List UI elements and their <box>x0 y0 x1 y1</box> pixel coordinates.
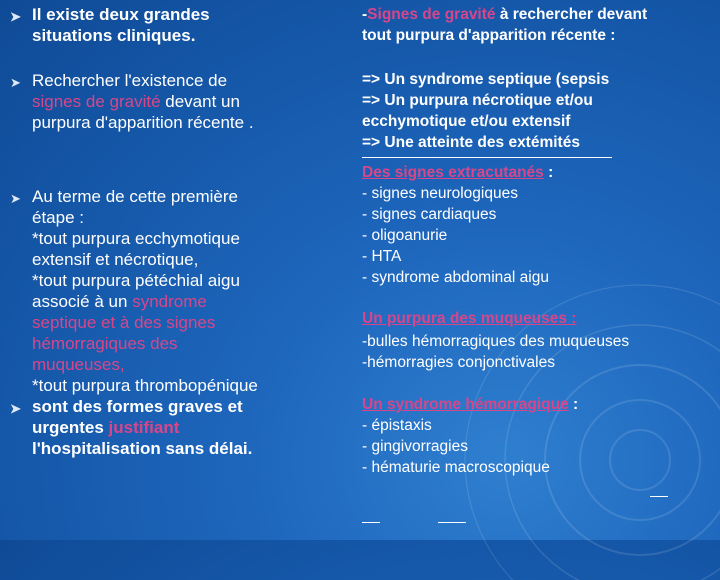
bullet-3-line7: septique et à des signes <box>32 313 216 332</box>
right-heading-line1 <box>362 4 712 25</box>
list-item: -bulles hémorragiques des muqueuses <box>362 333 630 350</box>
list-item: -hémorragies conjonctivales <box>362 354 555 371</box>
bullet-2-line1: Rechercher l'existence de <box>32 71 228 90</box>
section-title: Un purpura des muqueuses : <box>362 310 577 327</box>
bullet-3-line8: hémorragiques des <box>32 334 178 353</box>
bullet-1-line1: Il existe deux grandes <box>32 5 210 24</box>
bullet-1-line2: situations cliniques. <box>32 26 196 45</box>
bullet-2-line3: purpura d'apparition récente . <box>32 113 254 132</box>
gravity-item-text: Un purpura nécrotique et/ou <box>380 92 593 109</box>
bullet-2-line2 <box>32 91 340 112</box>
bullet-3-line5: *tout purpura pétéchial aigu <box>32 271 240 290</box>
arrow-bullet-icon: ➤ <box>10 401 21 416</box>
gravity-list <box>362 69 712 153</box>
bullet-4-line2-a: urgentes <box>32 418 109 437</box>
bullet-3-line9: muqueuses, <box>32 355 125 374</box>
dash-mark <box>650 496 668 497</box>
section-title-line <box>362 394 712 415</box>
section-colon: : <box>568 396 579 413</box>
bullet-4-line2-red: justifiant <box>108 418 180 437</box>
heading-rest: à rechercher devant <box>495 6 648 23</box>
list-item: - oligoanurie <box>362 227 448 244</box>
arrow-bullet-icon: ➤ <box>10 75 21 90</box>
bullet-4-line1: sont des formes graves et <box>32 397 243 416</box>
heading-red: Signes de gravité <box>367 6 496 23</box>
bullet-3-line1: Au terme de cette première <box>32 187 238 206</box>
list-item: - syndrome abdominal aigu <box>362 269 549 286</box>
dash-mark <box>438 522 466 523</box>
bullet-3-line6 <box>32 291 340 312</box>
right-heading-line2: tout purpura d'apparition récente : <box>362 27 616 44</box>
gravity-item-4 <box>362 132 712 153</box>
arrow-text: => <box>362 134 381 151</box>
right-column <box>362 4 712 478</box>
bullet-4 <box>10 396 340 459</box>
section-title-line <box>362 162 712 183</box>
section-colon: : <box>543 164 554 181</box>
list-item: - épistaxis <box>362 417 432 434</box>
bullet-3-line10: *tout purpura thrombopénique <box>32 376 258 395</box>
list-item: - signes cardiaques <box>362 206 497 223</box>
list-item: - gingivorragies <box>362 438 468 455</box>
bullet-3-line4: extensif et nécrotique, <box>32 250 199 269</box>
bullet-3-line2: étape : <box>32 208 84 227</box>
left-column <box>10 4 340 459</box>
section-title: Des signes extracutanés <box>362 164 544 181</box>
bullet-1 <box>10 4 340 46</box>
heading-dash: - <box>362 6 368 23</box>
bullet-3-line6-a: associé à un <box>32 292 133 311</box>
arrow-text: => <box>362 92 381 109</box>
gravity-item-text: Un syndrome septique (sepsis <box>380 71 610 88</box>
bullet-3-line3: *tout purpura ecchymotique <box>32 229 240 248</box>
arrow-text: => <box>362 71 381 88</box>
gravity-item-text: ecchymotique et/ou extensif <box>362 113 571 130</box>
bullet-4-line3: l'hospitalisation sans délai. <box>32 439 253 458</box>
section-title: Un syndrome hémorragique <box>362 396 569 413</box>
right-heading <box>362 4 712 46</box>
gravity-item-1 <box>362 69 712 90</box>
gravity-item-text: Une atteinte des extémités <box>380 134 580 151</box>
divider-line <box>362 157 612 158</box>
bullet-2-red: signes de gravité <box>32 92 161 111</box>
gravity-item-2 <box>362 90 712 111</box>
arrow-bullet-icon: ➤ <box>10 9 21 24</box>
bullet-4-line2 <box>32 417 340 438</box>
bullet-2-line2-rest: devant un <box>160 92 240 111</box>
list-item: - HTA <box>362 248 402 265</box>
section-extracutaneous <box>362 162 712 288</box>
list-item: - signes neurologiques <box>362 185 518 202</box>
list-item: - hématurie macroscopique <box>362 459 550 476</box>
bullet-2 <box>10 70 340 133</box>
arrow-bullet-icon: ➤ <box>10 191 21 206</box>
bullet-3 <box>10 186 340 396</box>
section-mucous <box>362 308 712 373</box>
gravity-item-3 <box>362 111 712 132</box>
bullet-3-line6-red: syndrome <box>132 292 207 311</box>
dash-mark <box>362 522 380 523</box>
section-hemorrhagic <box>362 394 712 478</box>
